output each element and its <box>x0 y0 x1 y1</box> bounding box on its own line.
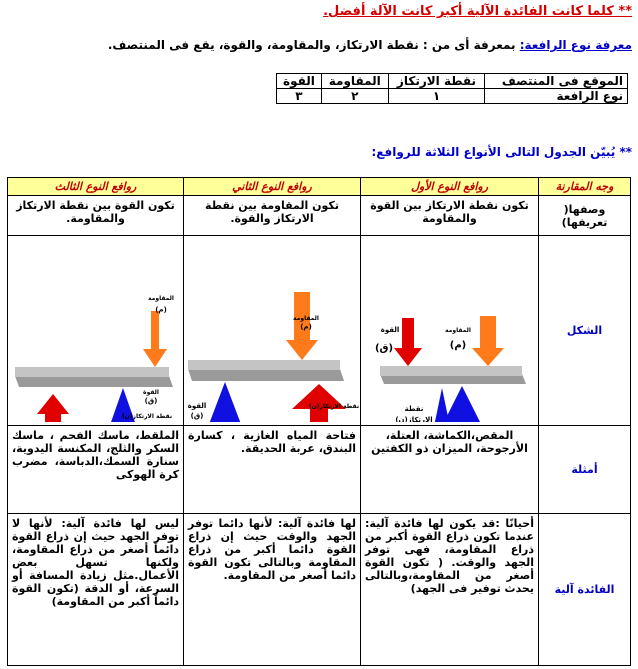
row-label-advantage: الفائدة آلية <box>539 514 631 666</box>
force-label: القوة <box>380 326 400 334</box>
header-first-class: روافع النوع الأول <box>361 178 539 196</box>
lever-type-line <box>108 38 632 52</box>
examples-second: فتاحة المياه الغازية ، كسارة البندق، عربة الحديقة. <box>184 426 361 514</box>
resistance-symbol: (م) <box>449 340 467 351</box>
advantage-first: أحيانًا :قد يكون لها فائدة آلية: عندما تكون ذراع القوة أكبر من ذراع المقاومة، فهى توفر الجهد والوقت. ( تكون القوة أصغر من المقاومة،وبالتالى يحدث توفير فى الجهد) <box>361 514 539 666</box>
note-best-machine: ** كلما كانت الفائدة الآلية أكبر كانت الآلة أفضل. <box>323 4 632 19</box>
resistance-label: المقاومة <box>445 327 471 334</box>
table-row <box>277 74 628 89</box>
small-cell: ٣ <box>277 89 322 104</box>
lever-type-table <box>276 73 628 104</box>
diagram-third-class <box>8 236 184 426</box>
table-row-examples <box>8 426 631 514</box>
resistance-symbol: (م) <box>155 306 167 314</box>
small-cell: ٢ <box>321 89 388 104</box>
fulcrum-label: نقطة الارتكاز(ن) <box>121 413 173 420</box>
beam <box>15 367 169 377</box>
definition-second: تكون المقاومة بين نقطة الارتكاز والقوة. <box>184 196 361 236</box>
fulcrum-label: الارتكاز(ن) <box>395 416 433 422</box>
force-arrow-icon <box>37 394 69 422</box>
advantage-second: لها فائدة آلية: لأنها دائما توفر الجهد والوقت حيث إن ذراع القوة دائما أكبر من ذراع المقاومة وبالتالى تكون القوة دائما أصغر من المقاومة. <box>184 514 361 666</box>
lever-type-label: معرفة نوع الرافعة: <box>519 38 632 52</box>
examples-first: المقص،الكماشة، العتلة، الأرجوحة، الميزان ذو الكفتين <box>361 426 539 514</box>
row-label-shape: الشكل <box>539 236 631 426</box>
small-cell: ١ <box>388 89 485 104</box>
force-symbol: (ق) <box>374 343 394 354</box>
header-third-class: روافع النوع الثالث <box>8 178 184 196</box>
fulcrum-label: نقطة <box>404 405 424 413</box>
third-class-lever-diagram <box>9 236 183 422</box>
lever-type-text: بمعرفة أى من : نقطة الارتكاز، والمقاومة، والقوة، يقع فى المنتصف. <box>107 38 520 52</box>
force-label: القوة <box>143 389 159 396</box>
small-cell: القوة <box>277 74 322 89</box>
resistance-arrow-icon <box>472 316 504 366</box>
table-row <box>277 89 628 104</box>
table-row-advantage <box>8 514 631 666</box>
first-class-lever-diagram <box>362 236 538 422</box>
table-header-row <box>8 178 631 196</box>
diagram-first-class <box>361 236 539 426</box>
force-symbol: (ق) <box>190 412 204 420</box>
fulcrum-icon <box>444 386 480 422</box>
fulcrum-icon <box>206 382 244 422</box>
beam <box>188 360 340 370</box>
header-comparison: وجه المقارنة <box>539 178 631 196</box>
second-class-lever-diagram <box>184 236 360 422</box>
small-cell: الموقع فى المنتصف <box>485 74 628 89</box>
small-cell: نقطة الارتكاز <box>388 74 485 89</box>
levers-comparison-table <box>7 177 631 666</box>
definition-third: تكون القوة بين نقطة الارتكاز والمقاومة. <box>8 196 184 236</box>
table-row-definition <box>8 196 631 236</box>
fulcrum-label: نقطة الارتكاز(ن) <box>308 403 360 410</box>
table-row-shape <box>8 236 631 426</box>
force-symbol: (ق) <box>144 397 158 405</box>
diagram-second-class <box>184 236 361 426</box>
small-cell: المقاومة <box>321 74 388 89</box>
beam <box>380 366 522 376</box>
table-caption: ** يُبيّن الجدول التالى الأنواع الثلاثة للروافع: <box>371 145 632 159</box>
resistance-arrow-icon <box>143 311 167 367</box>
beam-shadow <box>188 369 344 381</box>
examples-third: الملقط، ماسك الفحم ، ماسك السكر والثلج، المكنسة اليدوية، سنارة السمك،الدباسة، مضرب كرة الهوكى <box>8 426 184 514</box>
resistance-label: المقاومة <box>293 315 319 322</box>
resistance-label: المقاومة <box>148 295 174 302</box>
beam-shadow <box>15 376 173 387</box>
definition-first: تكون نقطة الارتكاز بين القوة والمقاومة <box>361 196 539 236</box>
force-label: القوة <box>187 402 207 410</box>
row-label-definition: وصفها( تعريفها) <box>539 196 631 236</box>
small-cell: نوع الرافعة <box>485 89 628 104</box>
row-label-examples: أمثلة <box>539 426 631 514</box>
resistance-symbol: (م) <box>300 323 312 331</box>
advantage-third: ليس لها فائدة آلية: لأنها لا توفر الجهد حيث إن ذراع القوة دائماً أصغر من ذراع المقاومة، ولكنها تسهل بعض الأعمال.مثل زيادة المسافة أو السرعة، أو الدقة (تكون القوة دائماً أكبر من المقاومة) <box>8 514 184 666</box>
header-second-class: روافع النوع الثاني <box>184 178 361 196</box>
